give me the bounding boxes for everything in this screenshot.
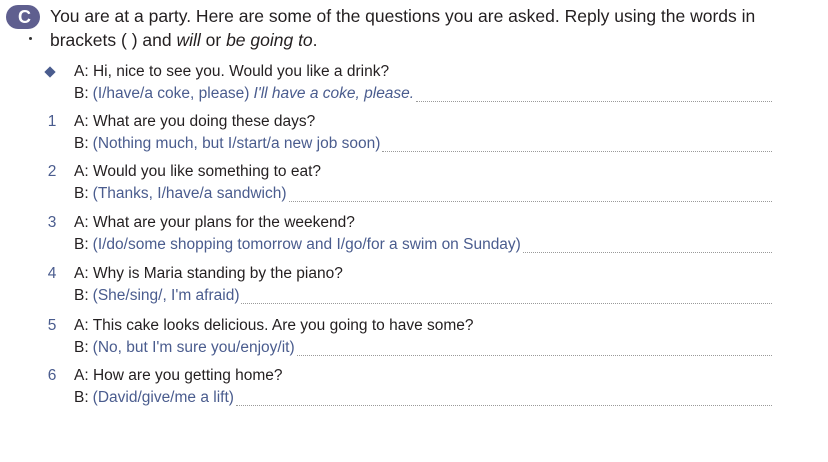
reply-line (74, 184, 772, 204)
answer-blank[interactable] (297, 341, 772, 356)
instruction-keyword-will: will (176, 30, 201, 50)
answer-blank[interactable] (236, 391, 772, 406)
reply-line (74, 84, 772, 104)
reply-prompt: (David/give/me a lift) (92, 389, 234, 406)
question-line (74, 264, 343, 284)
question-text: What are your plans for the weekend? (92, 214, 355, 231)
reply-line (74, 235, 772, 255)
speaker-a-label: A: (74, 214, 89, 231)
instruction-line-2-part-a: brackets ( ) and (50, 30, 177, 50)
answer-blank[interactable] (241, 289, 772, 304)
question-text: Would you like something to eat? (92, 163, 322, 180)
reply-prompt: (I/have/a coke, please) (92, 85, 250, 102)
speaker-b-label: B: (74, 236, 89, 253)
item-number: 3 (47, 214, 57, 231)
reply-prompt: (No, but I'm sure you/enjoy/it) (92, 339, 295, 356)
speaker-a-label: A: (74, 367, 89, 384)
reply-prompt: (She/sing/, I'm afraid) (92, 287, 240, 304)
exercise-item-2 (40, 162, 772, 208)
question-line (74, 213, 355, 233)
speaker-b-label: B: (74, 185, 89, 202)
question-line (74, 316, 474, 336)
instruction-line-2-part-c: . (312, 30, 318, 50)
question-text: What are you doing these days? (92, 113, 316, 130)
instruction-keyword-going-to: be going to (226, 30, 313, 50)
exercise-item-6 (40, 366, 772, 412)
answer-blank[interactable] (416, 87, 772, 102)
question-line (74, 366, 283, 386)
answer-blank[interactable] (382, 137, 772, 152)
diamond-icon (44, 66, 55, 77)
answer-blank[interactable] (523, 238, 772, 253)
speaker-b-label: B: (74, 135, 89, 152)
speaker-a-label: A: (74, 113, 89, 130)
reply-line (74, 338, 772, 358)
speaker-a-label: A: (74, 265, 89, 282)
bullet-dot-icon (29, 37, 32, 40)
exercise-item-1 (40, 112, 772, 158)
reply-line (74, 286, 772, 306)
item-number: 6 (47, 367, 57, 384)
question-line (74, 112, 315, 132)
exercise-letter-badge: C (6, 5, 40, 29)
instruction-text (50, 4, 810, 52)
item-number: 2 (47, 163, 57, 180)
instruction-line-2-part-b: or (200, 30, 227, 50)
item-number: 5 (47, 317, 57, 334)
speaker-a-label: A: (74, 317, 89, 334)
reply-line (74, 388, 772, 408)
question-line (74, 162, 321, 182)
question-line (74, 62, 389, 82)
speaker-b-label: B: (74, 339, 89, 356)
exercise-item-4 (40, 264, 772, 310)
instruction-line-1: You are at a party. Here are some of the questions you are asked. Reply using the words in (50, 6, 756, 26)
item-number: 4 (47, 265, 57, 282)
reply-line (74, 134, 772, 154)
exercise-item-5 (40, 316, 772, 362)
example-answer: I'll have a coke, please. (253, 85, 415, 102)
speaker-a-label: A: (74, 63, 89, 80)
item-number: 1 (47, 113, 57, 130)
question-text: Why is Maria standing by the piano? (92, 265, 343, 282)
exercise-item-3 (40, 213, 772, 259)
example-item (40, 62, 772, 108)
instruction-line-2 (50, 28, 810, 52)
answer-blank[interactable] (289, 187, 773, 202)
question-text: This cake looks delicious. Are you going to have some? (92, 317, 474, 334)
speaker-b-label: B: (74, 287, 89, 304)
question-text: Hi, nice to see you. Would you like a drink? (92, 63, 390, 80)
reply-prompt: (I/do/some shopping tomorrow and I/go/for a swim on Sunday) (92, 236, 521, 253)
speaker-a-label: A: (74, 163, 89, 180)
question-text: How are you getting home? (92, 367, 283, 384)
reply-prompt: (Nothing much, but I/start/a new job soon) (92, 135, 381, 152)
speaker-b-label: B: (74, 85, 89, 102)
reply-prompt: (Thanks, I/have/a sandwich) (92, 185, 287, 202)
speaker-b-label: B: (74, 389, 89, 406)
